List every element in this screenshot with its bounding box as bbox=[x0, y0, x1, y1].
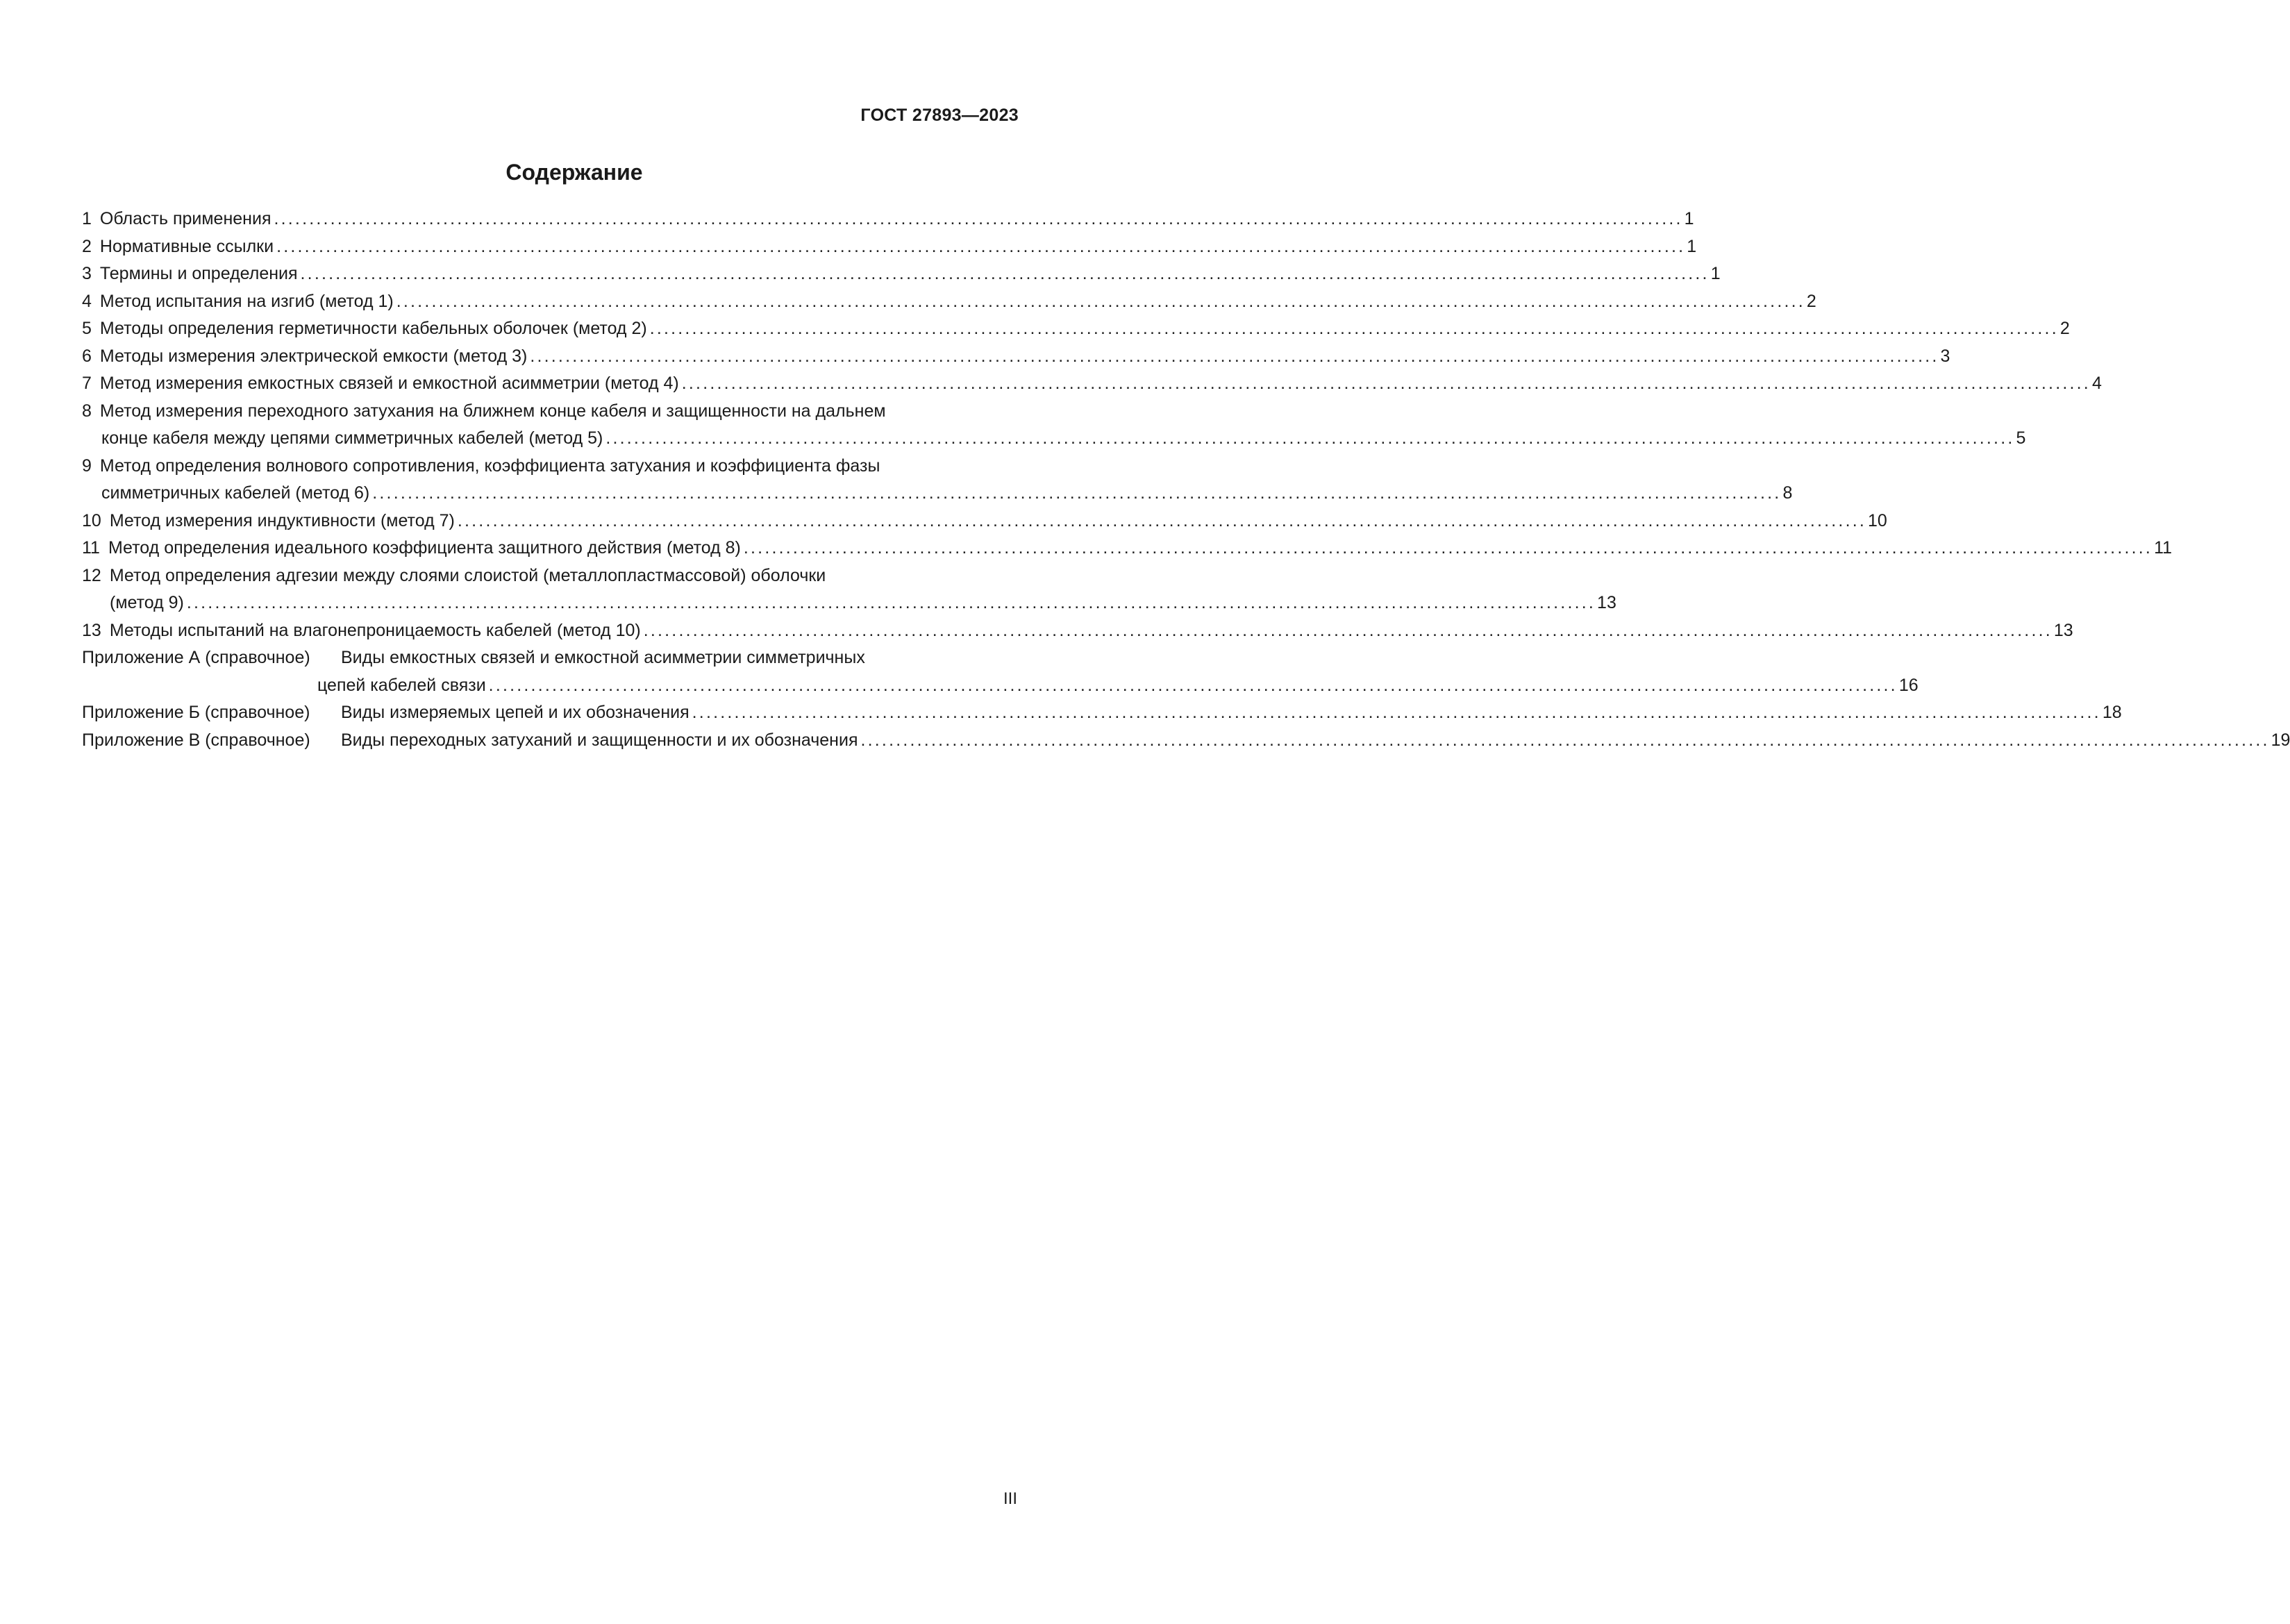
toc-title: Область применения bbox=[99, 209, 271, 228]
appendix-entry[interactable] bbox=[82, 644, 1919, 699]
dot-leader: ........................................................................................................................................................................................................ bbox=[649, 319, 2059, 338]
dot-leader: ........................................................................................................................................................................................................ bbox=[643, 620, 2053, 640]
dot-leader: ........................................................................................................................................................................................................ bbox=[605, 428, 2015, 448]
toc-entry[interactable] bbox=[82, 315, 2070, 343]
toc-entry[interactable] bbox=[82, 343, 1950, 371]
toc-number: 9 bbox=[82, 455, 92, 476]
toc-number: 13 bbox=[82, 620, 101, 640]
dot-leader: ........................................................................................................................................................................................................ bbox=[300, 264, 1710, 283]
toc-number: 2 bbox=[82, 236, 92, 256]
toc-entry[interactable] bbox=[82, 453, 1793, 508]
toc-entry[interactable] bbox=[82, 508, 1887, 535]
page-title: Содержание bbox=[505, 160, 643, 185]
page-number: III bbox=[1003, 1489, 1017, 1508]
appendix-entry[interactable] bbox=[82, 727, 2290, 755]
toc-title: Метод определения волнового сопротивления, коэффициента затухания и коэффициента фазы bbox=[99, 455, 880, 476]
dot-leader: ........................................................................................................................................................................................................ bbox=[692, 703, 2101, 722]
toc-title: Методы измерения электрической емкости (метод 3) bbox=[99, 346, 528, 366]
toc-page: 1 bbox=[1710, 264, 1721, 283]
toc-page: 10 bbox=[1868, 510, 1887, 530]
toc-number: 3 bbox=[82, 264, 92, 283]
toc-page: 8 bbox=[1782, 483, 1793, 503]
toc-title-continued: симметричных кабелей (метод 6) bbox=[101, 483, 370, 503]
dot-leader: ........................................................................................................................................................................................................ bbox=[274, 209, 1683, 228]
toc-page: 4 bbox=[2091, 374, 2102, 393]
toc-page: 11 bbox=[2154, 538, 2173, 558]
toc-page: 1 bbox=[1684, 209, 1694, 228]
appendix-page: 16 bbox=[1898, 675, 1919, 695]
appendix-entry[interactable] bbox=[82, 699, 2122, 727]
toc-number: 6 bbox=[82, 346, 92, 366]
dot-leader: ........................................................................................................................................................................................................ bbox=[276, 236, 1686, 256]
toc-number: 11 bbox=[82, 538, 100, 558]
toc-number: 10 bbox=[82, 510, 101, 530]
toc-entry[interactable] bbox=[82, 370, 2102, 398]
toc-entry[interactable] bbox=[82, 206, 1694, 233]
toc-title: Методы испытаний на влагонепроницаемость кабелей (метод 10) bbox=[109, 620, 641, 640]
toc-page: 2 bbox=[1806, 291, 1816, 311]
toc-entry[interactable] bbox=[82, 288, 1816, 316]
appendix-label: Приложение В (справочное) bbox=[82, 730, 310, 750]
appendix-title: Виды переходных затуханий и защищенности и их обозначения bbox=[341, 730, 858, 750]
dot-leader: ........................................................................................................................................................................................................ bbox=[457, 510, 1867, 530]
table-of-contents bbox=[82, 206, 2290, 754]
toc-title: Метод измерения емкостных связей и емкостной асимметрии (метод 4) bbox=[99, 374, 679, 393]
toc-number: 4 bbox=[82, 291, 92, 311]
document-id: ГОСТ 27893—2023 bbox=[860, 106, 1019, 125]
toc-title: Методы определения герметичности кабельных оболочек (метод 2) bbox=[99, 319, 647, 338]
dot-leader: ........................................................................................................................................................................................................ bbox=[396, 291, 1805, 311]
toc-title: Метод испытания на изгиб (метод 1) bbox=[99, 291, 394, 311]
appendix-label: Приложение А (справочное) bbox=[82, 648, 310, 667]
toc-page: 1 bbox=[1687, 236, 1697, 256]
appendix-page: 19 bbox=[2271, 730, 2290, 750]
toc-entry[interactable] bbox=[82, 535, 2173, 562]
appendix-title: Виды измеряемых цепей и их обозначения bbox=[341, 703, 689, 722]
toc-page: 13 bbox=[1597, 593, 1616, 612]
toc-title: Метод определения адгезии между слоями слоистой (металлопластмассовой) оболочки bbox=[109, 565, 826, 585]
appendix-title-continued: цепей кабелей связи bbox=[317, 675, 486, 695]
toc-number: 8 bbox=[82, 401, 92, 421]
toc-page: 5 bbox=[2016, 428, 2026, 448]
dot-leader: ........................................................................................................................................................................................................ bbox=[372, 483, 1782, 503]
toc-number: 1 bbox=[82, 209, 92, 228]
dot-leader: ........................................................................................................................................................................................................ bbox=[186, 593, 1596, 612]
toc-page: 2 bbox=[2059, 319, 2070, 338]
dot-leader: ........................................................................................................................................................................................................ bbox=[860, 730, 2270, 750]
toc-title: Метод определения идеального коэффициента защитного действия (метод 8) bbox=[108, 538, 741, 558]
dot-leader: ........................................................................................................................................................................................................ bbox=[530, 346, 1939, 366]
appendix-title: Виды емкостных связей и емкостной асимметрии симметричных bbox=[341, 648, 865, 667]
toc-entry[interactable] bbox=[82, 260, 1721, 288]
toc-page: 13 bbox=[2053, 620, 2073, 640]
toc-title-continued: конце кабеля между цепями симметричных кабелей (метод 5) bbox=[101, 428, 603, 448]
toc-title: Метод измерения индуктивности (метод 7) bbox=[109, 510, 455, 530]
toc-entry[interactable] bbox=[82, 233, 1697, 261]
toc-title: Метод измерения переходного затухания на ближнем конце кабеля и защищенности на дальнем bbox=[99, 401, 886, 421]
appendix-label: Приложение Б (справочное) bbox=[82, 703, 310, 722]
toc-entry[interactable] bbox=[82, 617, 2073, 645]
toc-title-continued: (метод 9) bbox=[110, 593, 184, 612]
appendix-page: 18 bbox=[2102, 703, 2122, 722]
dot-leader: ........................................................................................................................................................................................................ bbox=[681, 374, 2091, 393]
toc-title: Нормативные ссылки bbox=[99, 236, 274, 256]
dot-leader: ........................................................................................................................................................................................................ bbox=[743, 538, 2153, 558]
dot-leader: ........................................................................................................................................................................................................ bbox=[488, 675, 1898, 695]
toc-title: Термины и определения bbox=[99, 264, 298, 283]
toc-number: 12 bbox=[82, 565, 101, 585]
toc-entry[interactable] bbox=[82, 562, 1616, 617]
toc-number: 5 bbox=[82, 319, 92, 338]
toc-number: 7 bbox=[82, 374, 92, 393]
toc-page: 3 bbox=[1940, 346, 1950, 366]
toc-entry[interactable] bbox=[82, 398, 2026, 453]
